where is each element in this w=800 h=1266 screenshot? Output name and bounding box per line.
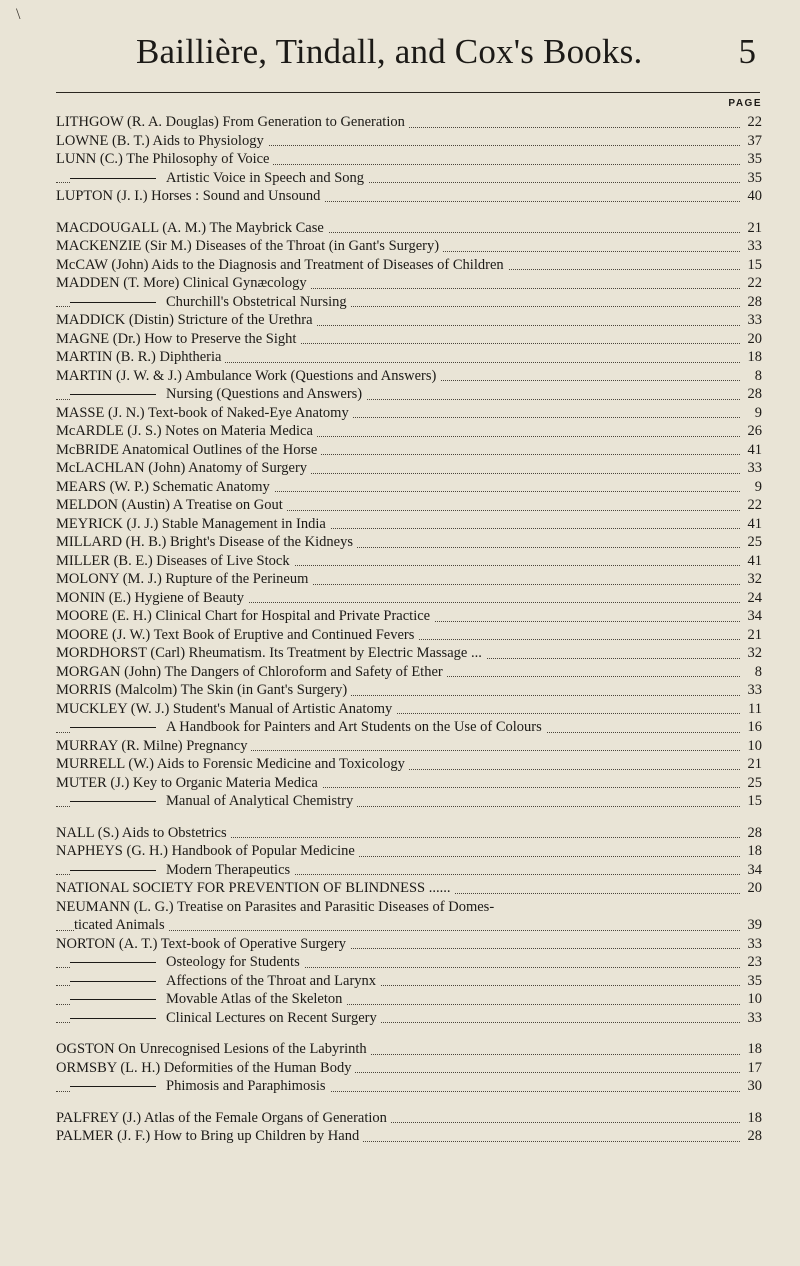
catalogue-entry	[56, 1109, 762, 1128]
entry-text	[70, 169, 368, 188]
entry-page-number: 23	[740, 953, 762, 972]
catalogue-entry	[56, 737, 762, 756]
catalogue-entry	[56, 626, 762, 645]
catalogue-entry	[56, 459, 762, 478]
entry-page-number: 22	[740, 496, 762, 515]
entry-text	[56, 1109, 391, 1128]
entry-title: MACKENZIE (Sir M.) Diseases of the Throat (in Gant's Surgery)	[56, 238, 440, 254]
entry-title: MEARS (W. P.) Schematic Anatomy	[56, 478, 270, 495]
catalogue-subentry	[56, 1009, 762, 1028]
entry-text	[56, 774, 322, 793]
catalogue-entry	[56, 663, 762, 682]
catalogue-entry	[56, 150, 762, 169]
entry-page-number: 39	[740, 916, 762, 935]
entry-page-number: 28	[740, 1127, 762, 1146]
catalogue-subentry	[56, 718, 762, 737]
entry-page-number: 34	[740, 607, 762, 626]
entry-page-number: 32	[740, 570, 762, 589]
entry-text	[56, 274, 311, 293]
catalogue-entry	[56, 113, 762, 132]
entry-page-number: 17	[740, 1059, 762, 1078]
catalogue-entry	[56, 367, 762, 386]
entry-title: Artistic Voice in Speech and Song	[166, 169, 365, 186]
catalogue-subentry	[56, 953, 762, 972]
catalogue-entry	[56, 187, 762, 206]
ditto-dash	[70, 999, 156, 1000]
entry-text	[56, 441, 321, 460]
ditto-dash	[70, 178, 156, 179]
entry-text	[56, 330, 300, 349]
entry-title: McBRIDE Anatomical Outlines of the Horse	[56, 441, 318, 458]
entry-text	[56, 1127, 363, 1146]
page-number: 5	[738, 32, 756, 71]
ditto-dash	[70, 870, 156, 871]
entry-text	[56, 681, 351, 700]
entry-text	[56, 879, 454, 898]
entry-title: MILLER (B. E.) Diseases of Live Stock	[56, 552, 290, 569]
catalogue-entry	[56, 1040, 762, 1059]
catalogue-entry	[56, 311, 762, 330]
entry-title: MEYRICK (J. J.) Stable Management in India	[56, 515, 326, 532]
catalogue-entry	[56, 824, 762, 843]
entry-page-number: 33	[740, 681, 762, 700]
entry-text	[56, 644, 486, 663]
entry-title: NALL (S.) Aids to Obstetrics	[56, 824, 227, 841]
entry-title: MAGNE (Dr.) How to Preserve the Sight	[56, 330, 297, 347]
ditto-dash	[70, 801, 156, 802]
entry-title: A Handbook for Painters and Art Students on the Use of Colours	[166, 719, 542, 735]
entry-page-number: 24	[740, 589, 762, 608]
catalogue-entry	[56, 755, 762, 774]
entry-text	[56, 755, 409, 774]
entry-title: MACDOUGALL (A. M.) The Maybrick Case	[56, 219, 324, 236]
entry-title: Osteology for Students	[166, 954, 300, 970]
catalogue-subentry	[56, 1077, 762, 1096]
entry-text	[56, 348, 225, 367]
entry-title: LITHGOW (R. A. Douglas) From Generation to Generation	[56, 114, 405, 130]
entry-title: MARTIN (B. R.) Diphtheria	[56, 349, 222, 365]
entry-page-number: 18	[740, 1109, 762, 1128]
catalogue-entry	[56, 898, 762, 917]
entry-text	[56, 422, 317, 441]
entry-title: MUTER (J.) Key to Organic Materia Medica	[56, 774, 318, 791]
entry-text	[56, 150, 273, 169]
entry-text	[70, 953, 304, 972]
entry-page-number: 41	[740, 515, 762, 534]
entry-title: NAPHEYS (G. H.) Handbook of Popular Medicine	[56, 843, 355, 859]
entry-title: MARTIN (J. W. & J.) Ambulance Work (Questions and Answers)	[56, 367, 437, 384]
catalogue-entry	[56, 274, 762, 293]
entry-text	[56, 626, 418, 645]
entry-title: MADDICK (Distin) Stricture of the Urethra	[56, 312, 313, 328]
catalogue-entry	[56, 237, 762, 256]
entry-title: MORRIS (Malcolm) The Skin (in Gant's Surgery)	[56, 682, 348, 698]
entry-text	[56, 113, 409, 132]
ditto-dash	[70, 727, 156, 728]
entry-page-number: 8	[740, 367, 762, 386]
entry-page-number: 30	[740, 1077, 762, 1096]
catalogue-entry	[56, 552, 762, 571]
entry-title: Manual of Analytical Chemistry	[166, 793, 354, 809]
catalogue-subentry	[56, 385, 762, 404]
entry-title: OGSTON On Unrecognised Lesions of the Labyrinth	[56, 1041, 367, 1057]
catalogue-entry	[56, 515, 762, 534]
page-title: Baillière, Tindall, and Cox's Books.	[136, 32, 643, 71]
entry-text	[56, 589, 248, 608]
catalogue-entry	[56, 256, 762, 275]
entry-page-number: 33	[740, 459, 762, 478]
catalogue-subentry	[56, 990, 762, 1009]
entry-title: MASSE (J. N.) Text-book of Naked-Eye Anatomy	[56, 404, 349, 421]
entry-page-number: 10	[740, 737, 762, 756]
entry-text	[74, 916, 169, 935]
entry-text	[70, 792, 357, 811]
entry-title: MOLONY (M. J.) Rupture of the Perineum	[56, 571, 309, 587]
catalogue-entry	[56, 607, 762, 626]
entry-text	[56, 570, 312, 589]
entry-page-number: 28	[740, 824, 762, 843]
entry-text	[56, 824, 231, 843]
ditto-dash	[70, 394, 156, 395]
entry-text	[56, 311, 317, 330]
entry-title: McARDLE (J. S.) Notes on Materia Medica	[56, 423, 313, 439]
entry-title: Affections of the Throat and Larynx	[166, 972, 377, 989]
entry-title: MADDEN (T. More) Clinical Gynæcology	[56, 275, 307, 291]
entry-page-number: 16	[740, 718, 762, 737]
entry-text	[56, 367, 440, 386]
entry-text	[56, 219, 328, 238]
entry-text	[70, 385, 366, 404]
entry-title: Movable Atlas of the Skeleton	[166, 991, 343, 1007]
entry-page-number: 18	[740, 1040, 762, 1059]
entry-title: LUNN (C.) The Philosophy of Voice	[56, 151, 270, 167]
entry-title: PALMER (J. F.) How to Bring up Children by Hand	[56, 1128, 360, 1144]
entry-title: PALFREY (J.) Atlas of the Female Organs of Generation	[56, 1109, 387, 1126]
entry-text	[56, 533, 357, 552]
entry-title: MORGAN (John) The Dangers of Chloroform and Safety of Ether	[56, 663, 443, 680]
catalogue-entry	[56, 916, 762, 935]
catalogue-entry	[56, 496, 762, 515]
header-rule	[56, 92, 760, 93]
entry-title: McLACHLAN (John) Anatomy of Surgery	[56, 460, 308, 476]
entry-page-number: 28	[740, 385, 762, 404]
entry-text	[56, 842, 359, 861]
entry-text	[56, 552, 294, 571]
entry-title: MURRELL (W.) Aids to Forensic Medicine and Toxicology	[56, 756, 405, 772]
entry-title: MELDON (Austin) A Treatise on Gout	[56, 497, 283, 513]
entry-page-number: 25	[740, 533, 762, 552]
entry-title: MURRAY (R. Milne) Pregnancy	[56, 737, 248, 754]
entry-text	[56, 1059, 355, 1078]
entry-title: ORMSBY (L. H.) Deformities of the Human Body	[56, 1059, 352, 1076]
catalogue-entry	[56, 879, 762, 898]
entry-title: ticated Animals	[74, 917, 165, 933]
entry-page-number: 8	[740, 663, 762, 682]
catalogue-entry	[56, 330, 762, 349]
entry-title: MOORE (E. H.) Clinical Chart for Hospital and Private Practice	[56, 608, 431, 624]
entry-page-number: 21	[740, 755, 762, 774]
catalogue-entry	[56, 441, 762, 460]
entry-page-number: 15	[740, 792, 762, 811]
entry-text	[56, 187, 324, 206]
catalogue-entry	[56, 1059, 762, 1078]
catalogue-subentry	[56, 792, 762, 811]
catalogue-entry	[56, 1127, 762, 1146]
catalogue-list	[56, 113, 762, 1146]
ditto-dash	[70, 962, 156, 963]
catalogue-subentry	[56, 169, 762, 188]
catalogue-entry	[56, 570, 762, 589]
entry-title: MONIN (E.) Hygiene of Beauty	[56, 589, 245, 606]
entry-page-number: 26	[740, 422, 762, 441]
entry-title: McCAW (John) Aids to the Diagnosis and Treatment of Diseases of Children	[56, 256, 504, 273]
ditto-dash	[70, 1086, 156, 1087]
entry-text	[70, 990, 346, 1009]
entry-page-number: 10	[740, 990, 762, 1009]
catalogue-entry	[56, 348, 762, 367]
entry-text	[56, 607, 434, 626]
catalogue-entry	[56, 533, 762, 552]
entry-page-number: 18	[740, 348, 762, 367]
page-column-label: PAGE	[728, 98, 762, 109]
catalogue-entry	[56, 644, 762, 663]
catalogue-subentry	[56, 293, 762, 312]
entry-page-number: 40	[740, 187, 762, 206]
entry-text	[56, 737, 251, 756]
entry-title: MUCKLEY (W. J.) Student's Manual of Artistic Anatomy	[56, 700, 393, 717]
entry-text: NEUMANN (L. G.) Treatise on Parasites and Parasitic Diseases of Domes-	[56, 898, 498, 917]
entry-title: Nursing (Questions and Answers)	[166, 386, 363, 402]
entry-title: MORDHORST (Carl) Rheumatism. Its Treatment by Electric Massage ...	[56, 645, 482, 661]
entry-page-number: 22	[740, 274, 762, 293]
entry-text	[70, 718, 546, 737]
ditto-dash	[70, 302, 156, 303]
entry-page-number: 9	[740, 478, 762, 497]
entry-title: NORTON (A. T.) Text-book of Operative Surgery	[56, 935, 346, 952]
entry-page-number: 35	[740, 169, 762, 188]
entry-page-number: 25	[740, 774, 762, 793]
entry-text	[70, 293, 351, 312]
catalogue-entry	[56, 700, 762, 719]
catalogue-entry	[56, 589, 762, 608]
catalogue-entry	[56, 774, 762, 793]
entry-page-number: 33	[740, 237, 762, 256]
entry-page-number: 33	[740, 1009, 762, 1028]
entry-text	[70, 861, 294, 880]
catalogue-entry	[56, 404, 762, 423]
entry-text	[56, 663, 447, 682]
entry-text	[56, 237, 443, 256]
entry-text	[70, 972, 380, 991]
entry-text	[56, 515, 330, 534]
ditto-dash	[70, 981, 156, 982]
entry-page-number: 21	[740, 219, 762, 238]
entry-page-number: 11	[740, 700, 762, 719]
entry-page-number: 37	[740, 132, 762, 151]
entry-text	[70, 1009, 381, 1028]
entry-text	[56, 935, 350, 954]
entry-text	[56, 404, 353, 423]
entry-page-number: 18	[740, 842, 762, 861]
entry-text	[56, 700, 396, 719]
entry-title: NATIONAL SOCIETY FOR PREVENTION OF BLINDNESS ......	[56, 880, 451, 896]
entry-page-number: 32	[740, 644, 762, 663]
entry-title: Churchill's Obstetrical Nursing	[166, 293, 347, 310]
entry-title: LUPTON (J. I.) Horses : Sound and Unsound	[56, 188, 321, 204]
ditto-dash	[70, 1018, 156, 1019]
entry-title: LOWNE (B. T.) Aids to Physiology	[56, 132, 264, 149]
entry-text	[70, 1077, 330, 1096]
entry-title: MILLARD (H. B.) Bright's Disease of the Kidneys	[56, 534, 354, 550]
entry-text	[56, 496, 287, 515]
entry-title: MOORE (J. W.) Text Book of Eruptive and Continued Fevers	[56, 626, 415, 643]
entry-page-number: 34	[740, 861, 762, 880]
entry-page-number: 28	[740, 293, 762, 312]
entry-page-number: 20	[740, 879, 762, 898]
entry-text	[56, 132, 268, 151]
catalogue-entry	[56, 478, 762, 497]
entry-text	[56, 459, 311, 478]
entry-page-number: 15	[740, 256, 762, 275]
catalogue-subentry	[56, 861, 762, 880]
entry-page-number: 41	[740, 552, 762, 571]
entry-text	[56, 1040, 371, 1059]
catalogue-entry	[56, 681, 762, 700]
catalogue-subentry	[56, 972, 762, 991]
entry-title: Clinical Lectures on Recent Surgery	[166, 1009, 377, 1026]
page-header	[0, 32, 800, 72]
catalogue-entry	[56, 132, 762, 151]
entry-title: Phimosis and Paraphimosis	[166, 1078, 326, 1094]
entry-page-number: 33	[740, 935, 762, 954]
entry-page-number: 35	[740, 972, 762, 991]
entry-page-number: 41	[740, 441, 762, 460]
entry-text	[56, 478, 274, 497]
catalogue-entry	[56, 935, 762, 954]
catalogue-entry	[56, 422, 762, 441]
entry-text	[56, 256, 508, 275]
entry-page-number: 22	[740, 113, 762, 132]
entry-page-number: 20	[740, 330, 762, 349]
margin-mark: \	[16, 6, 21, 23]
entry-page-number: 33	[740, 311, 762, 330]
entry-title: Modern Therapeutics	[166, 861, 291, 878]
catalogue-entry	[56, 219, 762, 238]
entry-page-number: 21	[740, 626, 762, 645]
entry-page-number: 35	[740, 150, 762, 169]
catalogue-entry	[56, 842, 762, 861]
entry-page-number: 9	[740, 404, 762, 423]
